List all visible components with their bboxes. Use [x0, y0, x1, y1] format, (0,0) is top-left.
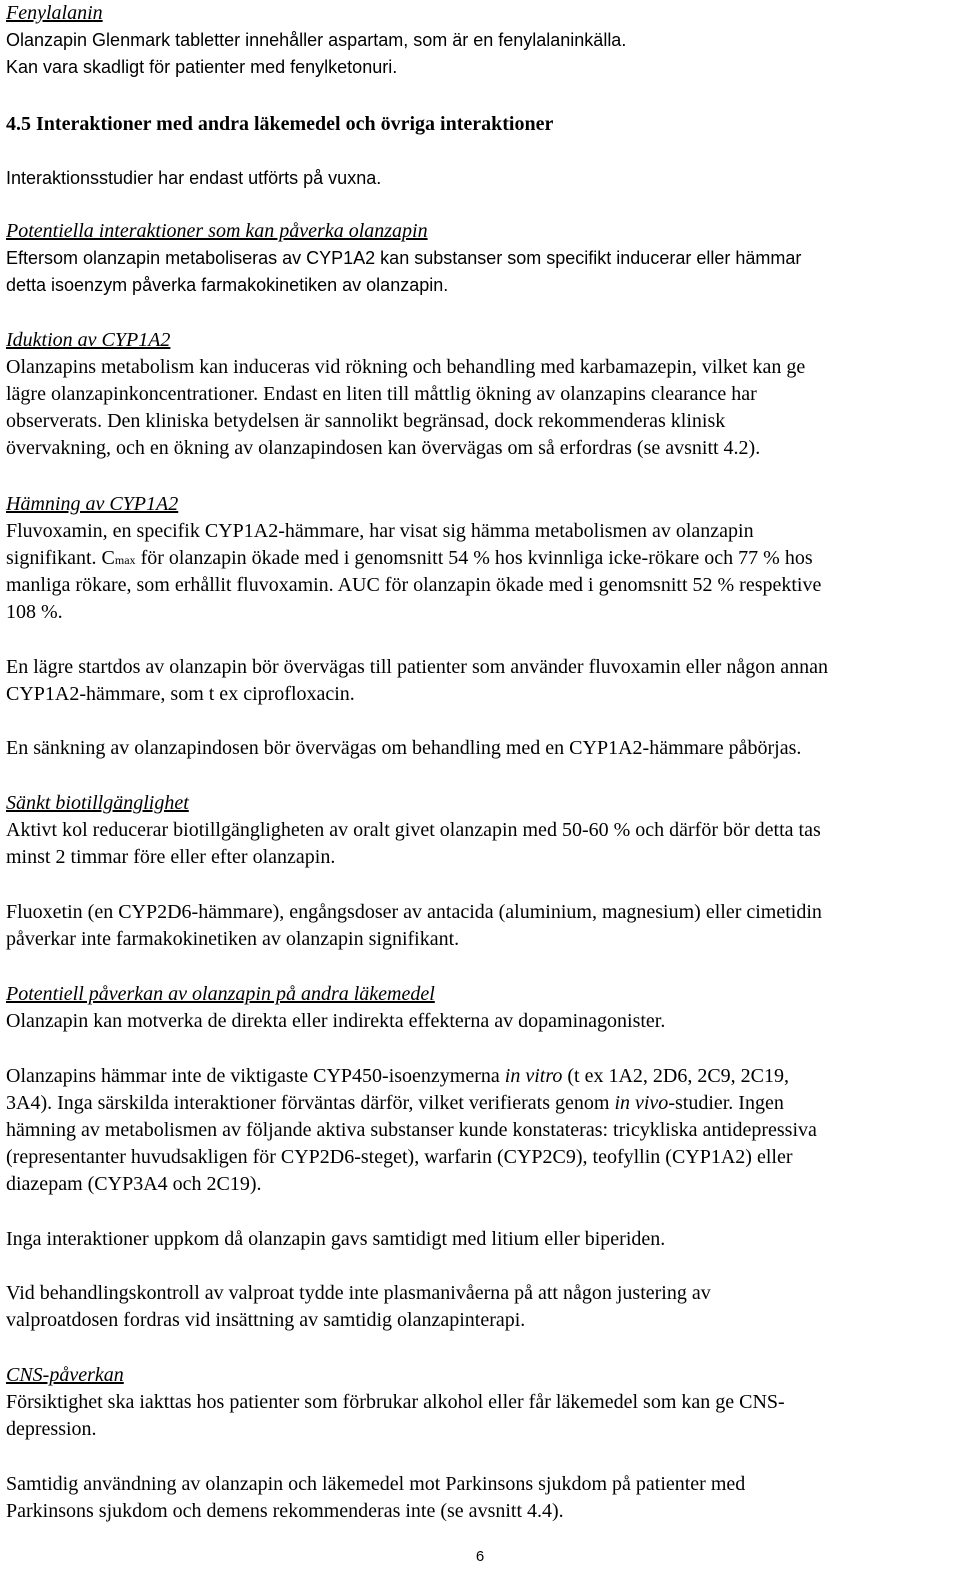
potentiella-heading: Potentiella interaktioner som kan påverka olanzapin: [6, 220, 428, 242]
cns-line: depression.: [6, 1418, 97, 1440]
hamning-line: 108 %.: [6, 601, 63, 623]
sankt-line: minst 2 timmar före eller efter olanzapin.: [6, 846, 336, 868]
sankt-line: Aktivt kol reducerar biotillgängligheten av oralt givet olanzapin med 50-60 % och därför bör detta tas: [6, 819, 821, 841]
cns-heading: CNS-påverkan: [6, 1364, 124, 1386]
section-4-5-intro-block: [6, 165, 956, 192]
cmax-subscript: max: [114, 553, 136, 567]
cns-line: Försiktighet ska iakttas hos patienter som förbrukar alkohol eller får läkemedel som kan ge CNS-: [6, 1391, 785, 1413]
text-run: (t ex 1A2, 2D6, 2C9, 2C19,: [562, 1065, 790, 1087]
hamning-line2-suffix: för olanzapin ökade med i genomsnitt 54 % hos kvinnliga icke-rökare och 77 % hos: [135, 547, 813, 569]
paverkan-para2-line: [6, 1063, 956, 1090]
induktion-heading: Iduktion av CYP1A2: [6, 329, 171, 351]
paverkan-para2-line: hämning av metabolismen av följande aktiva substanser kunde konstateras: tricykliska antidepressiva: [6, 1119, 817, 1141]
hamning-para3-line: En sänkning av olanzapindosen bör övervägas om behandling med en CYP1A2-hämmare påbörjas.: [6, 737, 802, 759]
induktion-line: lägre olanzapinkoncentrationer. Endast en liten till måttlig ökning av olanzapins clearance har: [6, 383, 757, 405]
induktion-line: Olanzapins metabolism kan induceras vid rökning och behandling med karbamazepin, vilket kan ge: [6, 356, 806, 378]
fenylalanin-line: Olanzapin Glenmark tabletter innehåller aspartam, som är en fenylalaninkälla.: [6, 30, 627, 50]
text-run: Olanzapins hämmar inte de viktigaste CYP450-isoenzymerna: [6, 1065, 505, 1087]
paverkan-para4-line: Vid behandlingskontroll av valproat tydde inte plasmanivåerna på att någon justering av: [6, 1282, 711, 1304]
potentiella-line: Eftersom olanzapin metaboliseras av CYP1A2 kan substanser som specifikt inducerar eller hämmar: [6, 248, 802, 268]
italic-term: in vitro: [504, 1065, 563, 1087]
paverkan-para2-line: (representanter huvudsakligen för CYP2D6-steget), warfarin (CYP2C9), teofyllin (CYP1A2) eller: [6, 1146, 793, 1168]
paverkan-para2-line: diazepam (CYP3A4 och 2C19).: [6, 1173, 262, 1195]
hamning-para2: [6, 654, 956, 708]
paverkan-para2-line: [6, 1090, 956, 1117]
hamning-line2-prefix: signifikant. C: [6, 547, 115, 569]
sankt-para2-line: Fluoxetin (en CYP2D6-hämmare), engångsdoser av antacida (aluminium, magnesium) eller cimetidin: [6, 901, 822, 923]
section-4-5-title: 4.5 Interaktioner med andra läkemedel och övriga interaktioner: [6, 113, 554, 135]
paverkan-para4-line: valproatdosen fordras vid insättning av samtidig olanzapinterapi.: [6, 1309, 526, 1331]
fenylalanin-heading: Fenylalanin: [6, 2, 103, 24]
fenylalanin-section: [6, 0, 956, 27]
sankt-para2: [6, 899, 956, 953]
potentiella-line: detta isoenzym påverka farmakokinetiken av olanzapin.: [6, 275, 449, 295]
hamning-para2-line: CYP1A2-hämmare, som t ex ciprofloxacin.: [6, 683, 355, 705]
section-4-5-intro: Interaktionsstudier har endast utförts på vuxna.: [6, 168, 382, 188]
section-4-5: [6, 111, 956, 138]
potentiella-section: [6, 218, 956, 245]
cns-section: [6, 1362, 956, 1443]
paverkan-para3: [6, 1226, 956, 1253]
sankt-heading: Sänkt biotillgänglighet: [6, 792, 189, 814]
hamning-heading: Hämning av CYP1A2: [6, 493, 179, 515]
sankt-section: [6, 790, 956, 871]
italic-term: in vivo: [614, 1092, 669, 1114]
induktion-section: [6, 327, 956, 462]
paverkan-heading: Potentiell påverkan av olanzapin på andra läkemedel: [6, 983, 435, 1005]
text-run: 3A4). Inga särskilda interaktioner förväntas därför, vilket verifierats genom: [6, 1092, 615, 1114]
fenylalanin-line: Kan vara skadligt för patienter med fenylketonuri.: [6, 57, 398, 77]
fenylalanin-body: [6, 27, 956, 81]
hamning-para2-line: En lägre startdos av olanzapin bör övervägas till patienter som använder fluvoxamin eller någon annan: [6, 656, 828, 678]
sankt-para2-line: påverkar inte farmakokinetiken av olanzapin signifikant.: [6, 928, 460, 950]
hamning-line: Fluvoxamin, en specifik CYP1A2-hämmare, har visat sig hämma metabolismen av olanzapin: [6, 520, 754, 542]
hamning-section: [6, 491, 956, 626]
cns-para2-line: Parkinsons sjukdom och demens rekommenderas inte (se avsnitt 4.4).: [6, 1500, 564, 1522]
paverkan-section: [6, 981, 956, 1035]
cns-para2: [6, 1471, 956, 1525]
text-run: -studier. Ingen: [668, 1092, 784, 1114]
hamning-para3: [6, 735, 956, 762]
induktion-line: övervakning, och en ökning av olanzapindosen kan övervägas om så erfordras (se avsnitt 4.2).: [6, 437, 761, 459]
paverkan-para2: [6, 1063, 956, 1198]
cns-para2-line: Samtidig användning av olanzapin och läkemedel mot Parkinsons sjukdom på patienter med: [6, 1473, 746, 1495]
hamning-line: [6, 545, 956, 572]
potentiella-body: [6, 245, 956, 299]
paverkan-para4: [6, 1280, 956, 1334]
induktion-line: observerats. Den kliniska betydelsen är sannolikt begränsad, dock rekommenderas klinisk: [6, 410, 726, 432]
page-number: 6: [475, 1548, 485, 1565]
hamning-line: manliga rökare, som erhållit fluvoxamin. AUC för olanzapin ökade med i genomsnitt 52 % respektive: [6, 574, 822, 596]
paverkan-line: Olanzapin kan motverka de direkta eller indirekta effekterna av dopaminagonister.: [6, 1010, 666, 1032]
paverkan-para3-line: Inga interaktioner uppkom då olanzapin gavs samtidigt med litium eller biperiden.: [6, 1228, 666, 1250]
